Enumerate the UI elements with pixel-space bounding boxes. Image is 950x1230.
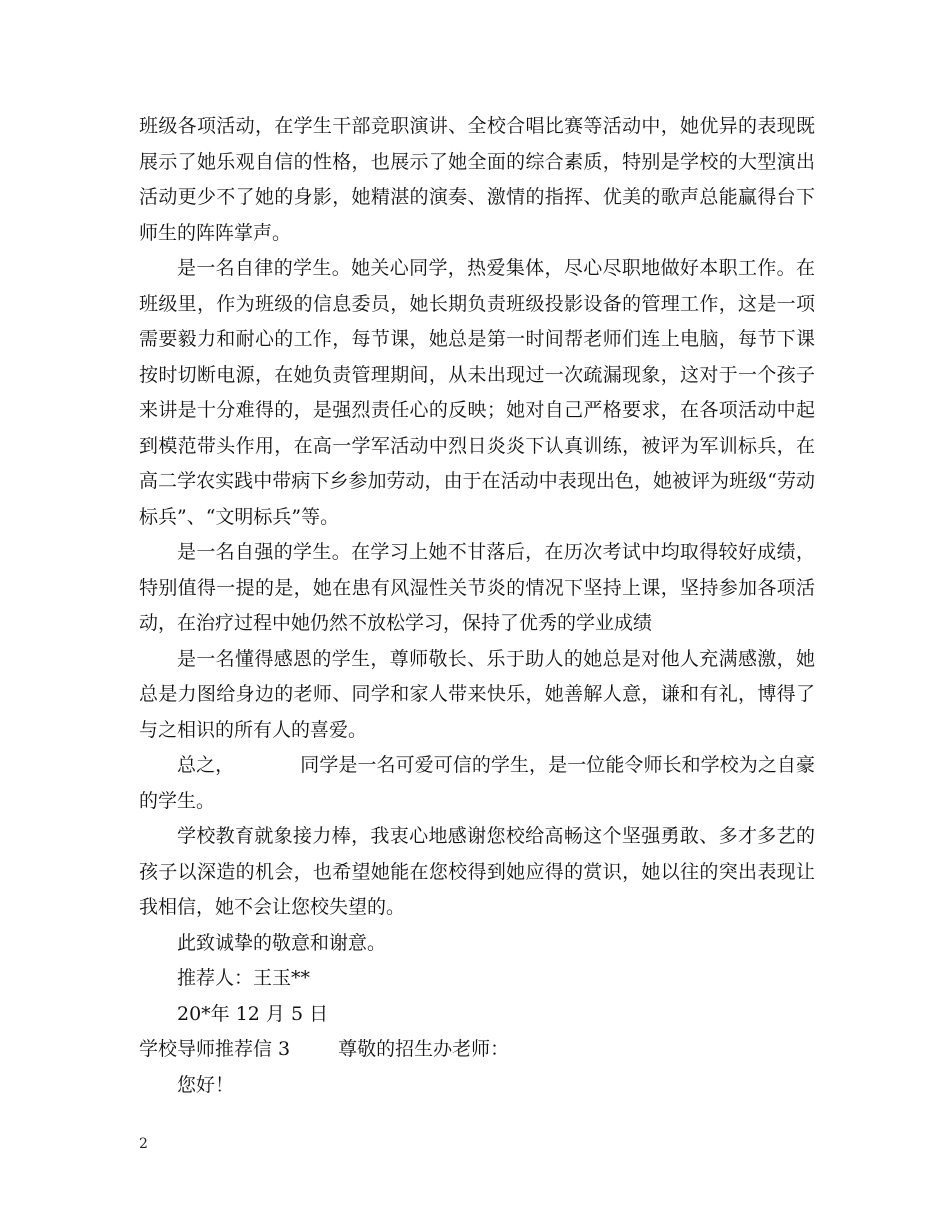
- next-letter-hello: 您好！: [177, 1073, 235, 1096]
- conclusion-rest: 同学是一名可爱可信的学生，是一位能令师长和学校为之自豪的学生。: [139, 754, 815, 812]
- paragraph-activities: 班级各项活动，在学生干部竞职演讲、全校合唱比赛等活动中，她优异的表现既展示了她乐观自信的性格，也展示了她全面的综合素质，特别是学校的大型演出活动更少不了她的身影，她精湛的演奏、激情的指挥、优美的歌声总能赢得台下师生的阵阵掌声。: [139, 115, 815, 244]
- document-body: [139, 109, 815, 1103]
- paragraph-closing: 学校教育就象接力棒，我衷心地感谢您校给高畅这个坚强勇敢、多才多艺的孩子以深造的机会，也希望她能在您校得到她应得的赏识，她以往的突出表现让我相信，她不会让您校失望的。: [139, 825, 815, 918]
- page-number: 2: [139, 1136, 148, 1152]
- paragraph-self-improvement: 是一名自强的学生。在学习上她不甘落后，在历次考试中均取得较好成绩，特别值得一提的是，她在患有风湿性关节炎的情况下坚持上课，坚持参加各项活动，在治疗过程中她仍然不放松学习，保持了优秀的学业成绩: [139, 541, 815, 634]
- next-letter-title: 学校导师推荐信 3: [139, 1038, 291, 1060]
- paragraph-self-discipline: 是一名自律的学生。她关心同学，热爱集体，尽心尽职地做好本职工作。在班级里，作为班级的信息委员，她长期负责班级投影设备的管理工作，这是一项需要毅力和耐心的工作，每节课，她总是第一时间帮老师们连上电脑，每节下课按时切断电源，在她负责管理期间，从未出现过一次疏漏现象，这对于一个孩子来讲是十分难得的，是强烈责任心的反映；她对自己严格要求，在各项活动中起到模范带头作用，在高一学军活动中烈日炎炎下认真训练，被评为军训标兵，在高二学农实践中带病下乡参加劳动，由于在活动中表现出色，她被评为班级“劳动标兵”、“文明标兵”等。: [139, 257, 815, 528]
- salutation-close: 此致诚挚的敬意和谢意。: [177, 931, 387, 954]
- paragraph-conclusion: [139, 748, 815, 819]
- recommender-line: 推荐人：王玉**: [177, 967, 311, 989]
- next-letter-greeting: 尊敬的招生办老师：: [338, 1038, 510, 1060]
- date-line: 20*年 12 月 5 日: [177, 1002, 329, 1025]
- next-letter-heading: [139, 1032, 815, 1068]
- conclusion-prefix: 总之，: [177, 754, 235, 776]
- paragraph-gratitude: 是一名懂得感恩的学生，尊师敬长、乐于助人的她总是对他人充满感激，她总是力图给身边的老师、同学和家人带来快乐，她善解人意，谦和有礼，博得了与之相识的所有人的喜爱。: [139, 647, 815, 741]
